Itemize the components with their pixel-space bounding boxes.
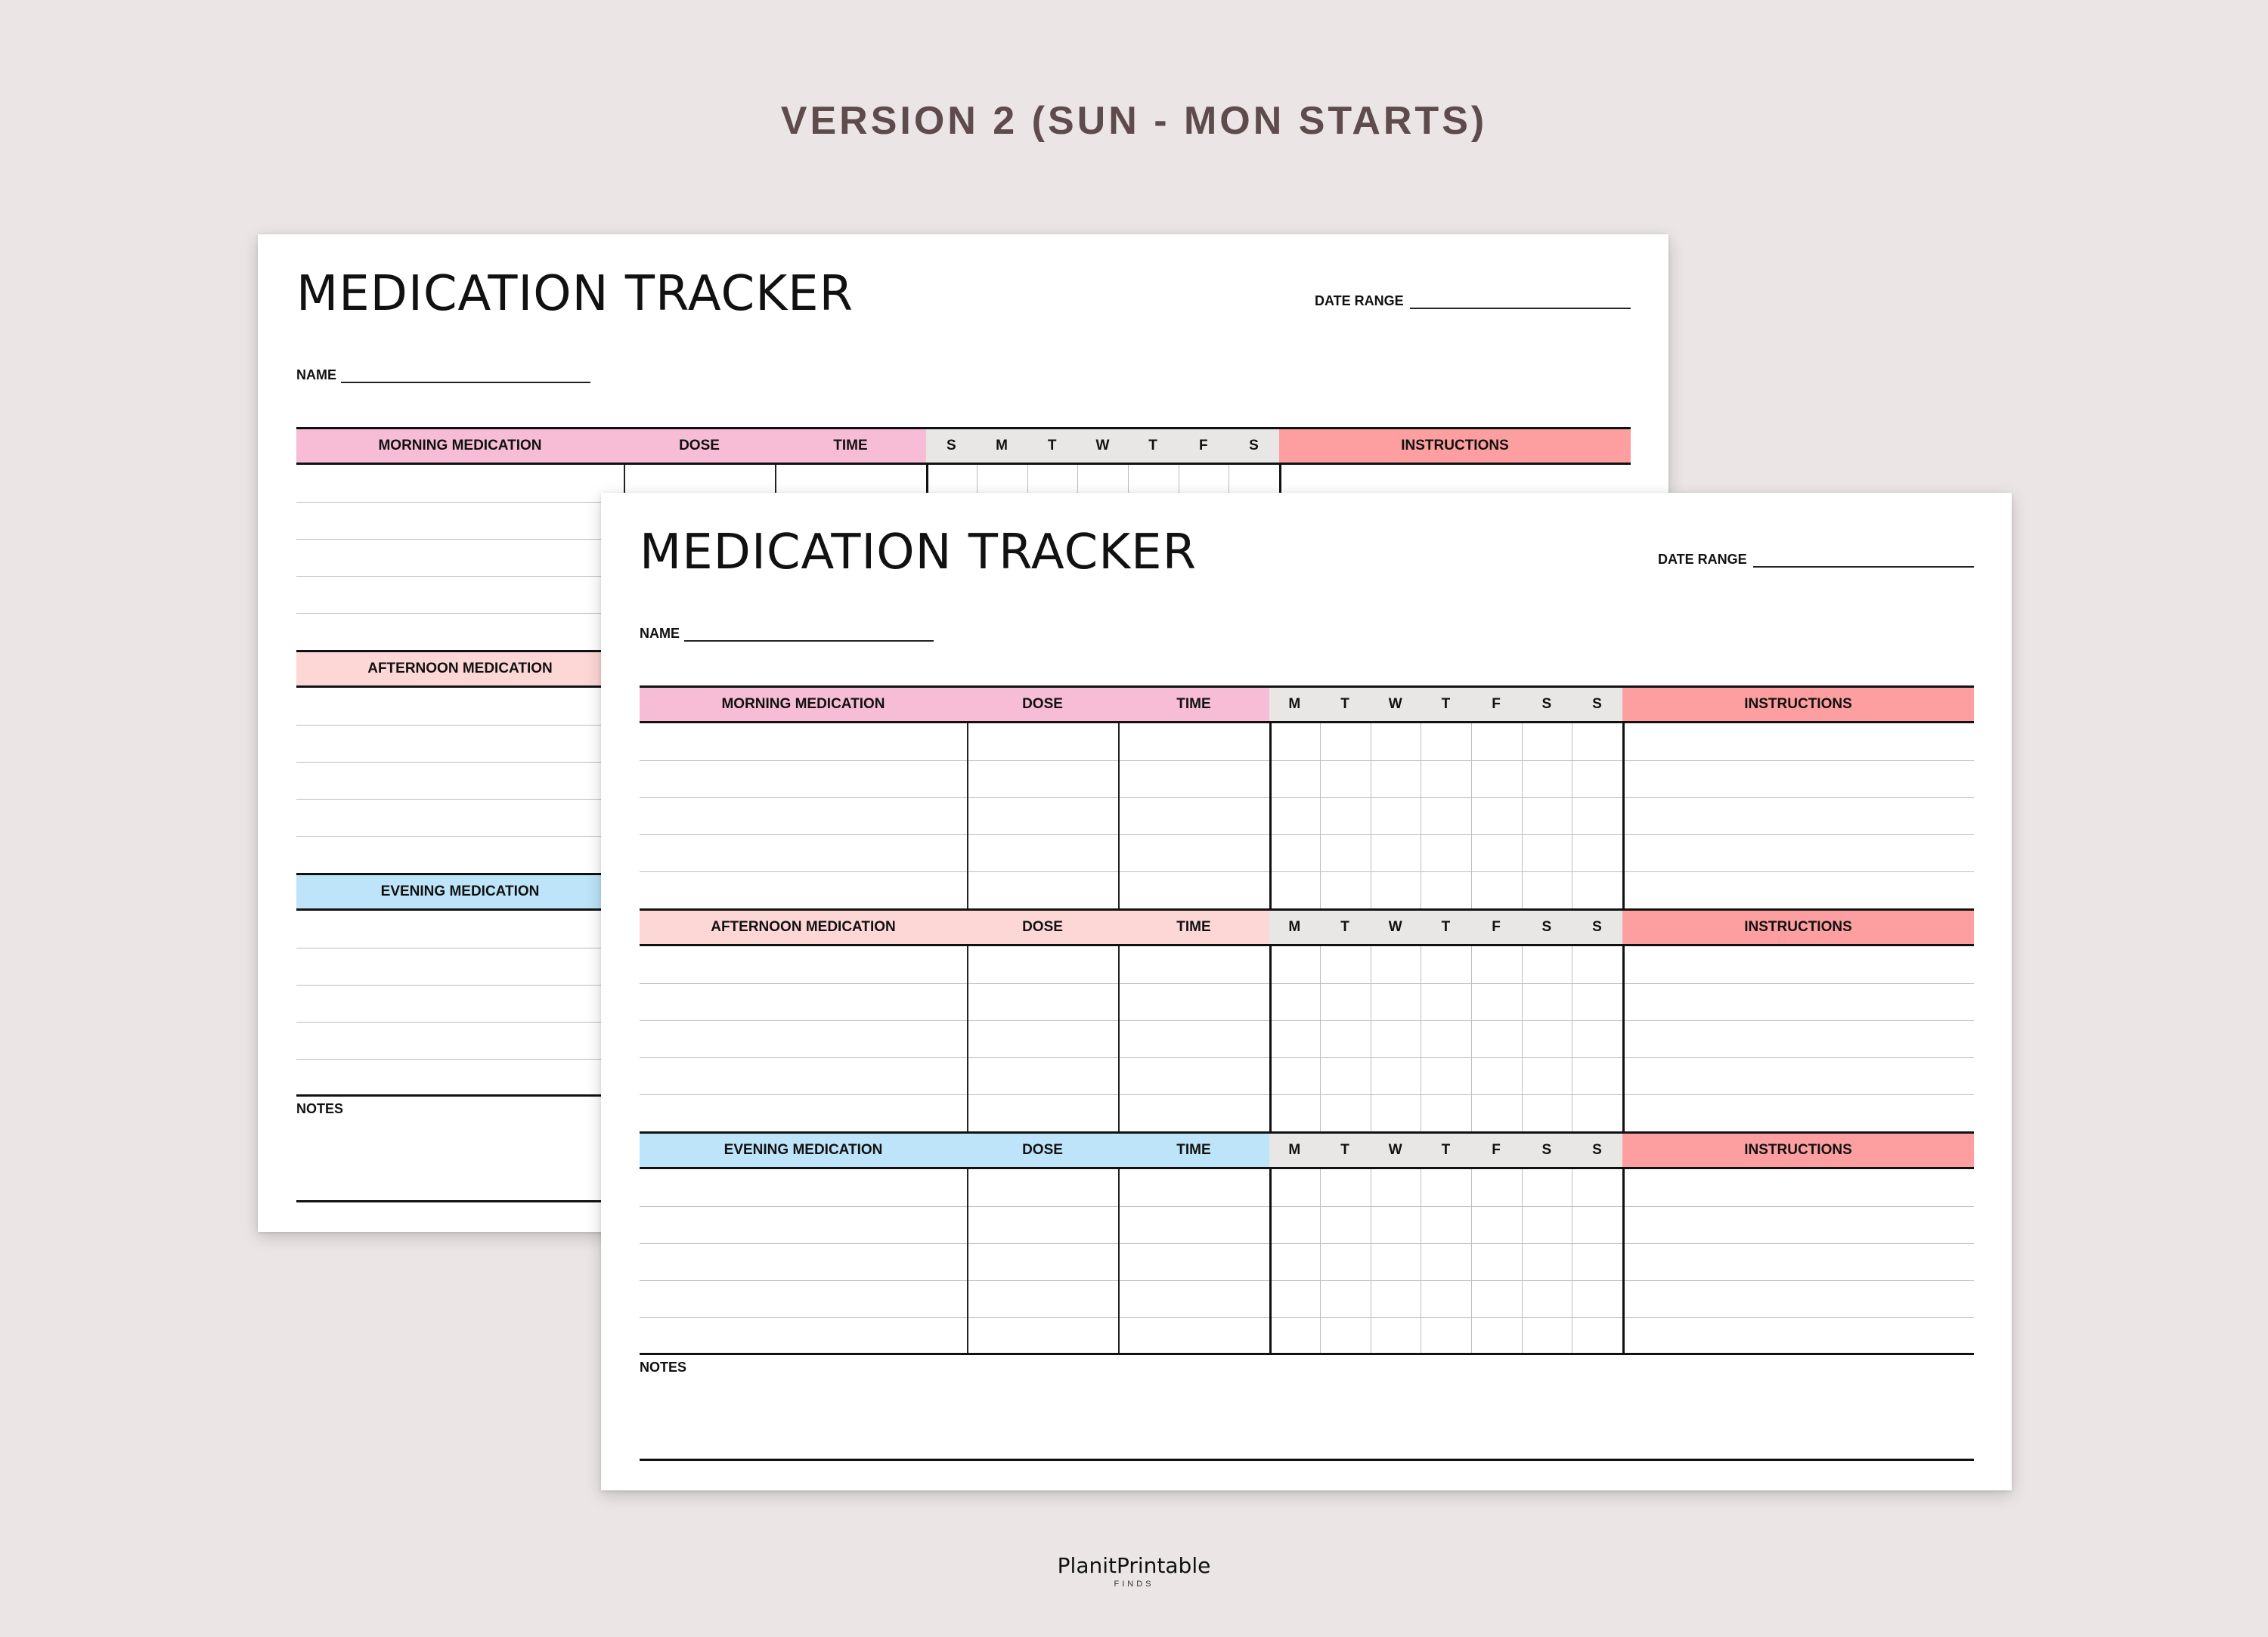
weekday-header xyxy=(1269,685,1622,723)
date-range-line xyxy=(1753,555,1974,568)
notes-label: NOTES xyxy=(296,1101,344,1116)
day-label: S xyxy=(1541,919,1552,935)
morning-section xyxy=(640,685,1974,908)
afternoon-section xyxy=(640,908,1974,1131)
afternoon-label: AFTERNOON MEDICATION xyxy=(711,919,896,935)
date-range-field[interactable] xyxy=(1315,293,1631,309)
instructions-label: INSTRUCTIONS xyxy=(1744,1142,1852,1158)
day-label: W xyxy=(1388,1142,1402,1158)
day-label: T xyxy=(1148,438,1157,453)
entry-rows[interactable] xyxy=(640,946,1974,1131)
sheet-title: MEDICATION TRACKER xyxy=(296,266,854,322)
day-label: M xyxy=(996,438,1008,453)
brand-logo xyxy=(0,1553,2268,1589)
day-label: S xyxy=(1592,1142,1602,1158)
brand-name: PlanitPrintable xyxy=(1057,1553,1211,1578)
day-label: F xyxy=(1492,919,1501,935)
day-label: T xyxy=(1441,696,1451,712)
date-range-field[interactable] xyxy=(1658,552,1974,568)
morning-header xyxy=(640,685,1269,723)
day-label: W xyxy=(1095,438,1110,453)
day-label: F xyxy=(1198,438,1208,453)
time-label: TIME xyxy=(1176,919,1211,935)
day-label: M xyxy=(1288,919,1301,935)
day-label: S xyxy=(1541,696,1552,712)
day-label: T xyxy=(1441,919,1451,935)
name-line xyxy=(341,371,590,383)
weekday-header xyxy=(926,427,1279,465)
date-range-label: DATE RANGE xyxy=(1315,293,1404,308)
day-label: S xyxy=(1541,1142,1552,1158)
day-label: S xyxy=(1592,919,1602,935)
name-field[interactable] xyxy=(296,367,590,383)
instructions-label: INSTRUCTIONS xyxy=(1744,696,1852,712)
morning-label: MORNING MEDICATION xyxy=(378,438,542,453)
weekday-header xyxy=(1269,908,1622,946)
day-label: S xyxy=(1592,696,1602,712)
name-label: NAME xyxy=(640,626,680,641)
name-label: NAME xyxy=(296,367,336,382)
day-label: T xyxy=(1340,696,1349,712)
medication-grid xyxy=(640,685,1974,1354)
morning-header xyxy=(296,427,926,465)
instructions-header xyxy=(1622,908,1974,946)
notes-line[interactable] xyxy=(640,1459,1974,1461)
tracker-sheet-monday-start xyxy=(601,493,2012,1490)
instructions-header xyxy=(1279,427,1631,465)
day-label: S xyxy=(1249,438,1259,453)
name-line xyxy=(684,630,934,642)
afternoon-header xyxy=(640,908,1269,946)
name-field[interactable] xyxy=(640,626,934,642)
instructions-header xyxy=(1622,1131,1974,1169)
instructions-header xyxy=(1622,685,1974,723)
day-label: T xyxy=(1441,1142,1451,1158)
time-label: TIME xyxy=(1176,696,1211,712)
day-label: T xyxy=(1047,438,1057,453)
day-label: W xyxy=(1388,919,1402,935)
morning-label: MORNING MEDICATION xyxy=(721,696,885,712)
page-heading: VERSION 2 (SUN - MON STARTS) xyxy=(780,99,1488,143)
day-label: S xyxy=(947,438,956,453)
day-label: F xyxy=(1492,1142,1501,1158)
date-range-line xyxy=(1410,297,1631,309)
day-label: W xyxy=(1388,696,1402,712)
dose-label: DOSE xyxy=(1022,919,1063,935)
weekday-header xyxy=(1269,1131,1622,1169)
day-label: T xyxy=(1340,919,1349,935)
sheet-title: MEDICATION TRACKER xyxy=(640,525,1198,580)
evening-section xyxy=(640,1131,1974,1354)
day-label: F xyxy=(1492,696,1501,712)
day-label: M xyxy=(1288,1142,1301,1158)
day-label: M xyxy=(1288,696,1301,712)
evening-header xyxy=(640,1131,1269,1169)
dose-label: DOSE xyxy=(679,438,720,453)
brand-tagline: FINDS xyxy=(1114,1580,1154,1589)
entry-rows[interactable] xyxy=(640,1169,1974,1354)
evening-label: EVENING MEDICATION xyxy=(380,883,540,899)
afternoon-label: AFTERNOON MEDICATION xyxy=(367,661,553,676)
evening-label: EVENING MEDICATION xyxy=(723,1142,883,1158)
date-range-label: DATE RANGE xyxy=(1658,552,1747,567)
instructions-label: INSTRUCTIONS xyxy=(1401,438,1509,453)
day-label: T xyxy=(1340,1142,1349,1158)
dose-label: DOSE xyxy=(1022,696,1063,712)
notes-label: NOTES xyxy=(640,1360,687,1375)
time-label: TIME xyxy=(833,438,868,453)
dose-label: DOSE xyxy=(1022,1142,1063,1158)
time-label: TIME xyxy=(1176,1142,1211,1158)
instructions-label: INSTRUCTIONS xyxy=(1744,919,1852,935)
entry-rows[interactable] xyxy=(640,723,1974,908)
